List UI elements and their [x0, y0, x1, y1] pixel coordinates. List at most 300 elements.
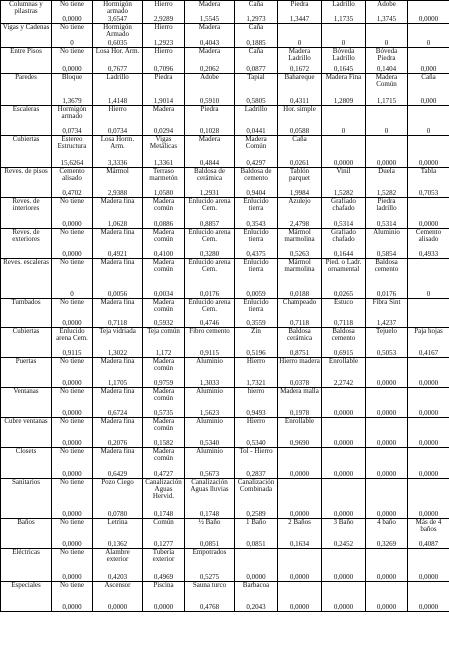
value-cell: 0,4203	[93, 573, 143, 581]
value-cell: 1,3447	[278, 15, 322, 23]
value-cell: 0,0000	[52, 573, 93, 581]
value-cell: 0,0000	[322, 573, 366, 581]
option-cell	[278, 581, 322, 603]
value-cell: 1,4148	[93, 97, 143, 105]
option-cell	[322, 105, 366, 127]
value-cell: 0,2076	[93, 439, 143, 447]
option-cell: Baldosa cerámica	[278, 327, 322, 349]
option-cell: 3 Baño	[322, 518, 366, 540]
table-row-options	[1, 518, 449, 540]
option-cell: Bóveda Piedra	[366, 47, 408, 65]
table-row-values	[1, 220, 449, 228]
row-label: Vigas y Cadenas	[1, 23, 52, 47]
table-row-options	[1, 23, 449, 39]
value-cell: 0,0000	[408, 15, 449, 23]
option-cell: Canalización Combinada	[235, 478, 278, 510]
value-cell: 1,0580	[143, 189, 185, 197]
value-cell: 0,0588	[278, 127, 322, 135]
option-cell: Caña	[408, 73, 449, 97]
option-cell: No tiene	[52, 518, 93, 540]
option-cell: Azulejo	[278, 197, 322, 220]
table-row-options	[1, 327, 449, 349]
value-cell: 0,4043	[185, 39, 235, 47]
option-cell: Vigas Metálicas	[143, 135, 185, 159]
option-cell: Madera Fina	[322, 73, 366, 97]
value-cell: 0,0000	[366, 159, 408, 167]
value-cell: 0,1362	[93, 540, 143, 548]
option-cell: Aluminio	[185, 357, 235, 379]
value-cell: 0,0188	[278, 290, 322, 298]
value-cell: 0,3280	[185, 250, 235, 258]
value-cell: 0,0000	[366, 603, 408, 611]
value-cell: 0,5340	[185, 439, 235, 447]
value-cell: 0,2043	[235, 603, 278, 611]
table-row-options	[1, 73, 449, 97]
value-cell: 0,4100	[143, 250, 185, 258]
value-cell: 0,0000	[52, 439, 93, 447]
option-cell: Madera	[185, 135, 235, 159]
value-cell: 0,0378	[278, 379, 322, 387]
value-cell: 0	[322, 39, 366, 47]
table-row-values	[1, 15, 449, 23]
value-cell: 0,9493	[235, 409, 278, 417]
option-cell: Piscina	[143, 581, 185, 603]
value-cell: 0,1885	[235, 39, 278, 47]
value-cell: 0,5735	[143, 409, 185, 417]
option-cell: Enrollable	[322, 357, 366, 379]
option-cell: Bóveda Ladrillo	[322, 47, 366, 65]
option-cell: Enrollable	[278, 417, 322, 439]
option-cell: Zin	[235, 327, 278, 349]
value-cell: 0,4844	[185, 159, 235, 167]
value-cell: 0,0059	[235, 290, 278, 298]
option-cell: Madera común	[143, 387, 185, 409]
option-cell	[408, 548, 449, 573]
value-cell: 0,7118	[93, 319, 143, 327]
option-cell: Paja hojas	[408, 327, 449, 349]
value-cell: 1,9014	[143, 97, 185, 105]
value-cell: 0,1582	[143, 439, 185, 447]
value-cell: 0,0000	[322, 470, 366, 478]
value-cell: 0,0000	[52, 250, 93, 258]
value-cell: 0,4921	[93, 250, 143, 258]
option-cell: ½ Baño	[185, 518, 235, 540]
value-cell: 0,0000	[408, 439, 449, 447]
value-cell: 0	[408, 127, 449, 135]
option-cell	[322, 548, 366, 573]
table-row-options	[1, 298, 449, 319]
option-cell: Adobe	[185, 73, 235, 97]
option-cell: Fibra Sint	[366, 298, 408, 319]
value-cell: 0,0000	[278, 510, 322, 518]
value-cell: 0,0000	[52, 65, 93, 73]
option-cell: Alambre exterior	[93, 548, 143, 573]
value-cell: 0,1644	[322, 250, 366, 258]
option-cell: No tiene	[52, 258, 93, 290]
row-label: Ventanas	[1, 387, 52, 417]
value-cell: 0,0000	[366, 510, 408, 518]
table-row-options	[1, 417, 449, 439]
option-cell: No tiene	[52, 478, 93, 510]
value-cell: 1,2973	[235, 15, 278, 23]
value-cell: 0	[408, 290, 449, 298]
value-cell: 0,4702	[52, 189, 93, 197]
row-label: Columnas y pilastras	[1, 1, 52, 24]
option-cell	[408, 447, 449, 470]
option-cell: Madera Común	[235, 135, 278, 159]
table-row-values	[1, 379, 449, 387]
value-cell: 0	[366, 39, 408, 47]
option-cell	[366, 135, 408, 159]
option-cell: No tiene	[52, 197, 93, 220]
table-row-options	[1, 258, 449, 290]
table-row-options	[1, 167, 449, 189]
option-cell: Piedra	[185, 105, 235, 127]
value-cell: 0,3559	[235, 319, 278, 327]
option-cell: Cemento alisado	[408, 228, 449, 250]
value-cell: 1,4237	[366, 319, 408, 327]
value-cell: 0,9759	[143, 379, 185, 387]
option-cell: Madera	[185, 1, 235, 16]
option-cell	[322, 581, 366, 603]
value-cell: 1,3745	[366, 15, 408, 23]
value-cell: 0,0734	[52, 127, 93, 135]
option-cell	[278, 447, 322, 470]
option-cell	[278, 548, 322, 573]
value-cell: 0,0000	[52, 220, 93, 228]
row-label: Closets	[1, 447, 52, 478]
value-cell: 0	[52, 290, 93, 298]
value-cell: 1,5282	[366, 189, 408, 197]
value-cell: 0,0000	[278, 470, 322, 478]
option-cell	[408, 387, 449, 409]
value-cell: 0,0877	[235, 65, 278, 73]
value-cell: 0,0056	[93, 290, 143, 298]
option-cell	[235, 548, 278, 573]
option-cell: Madera Común	[366, 73, 408, 97]
value-cell: 1,3022	[93, 349, 143, 357]
option-cell: Duela	[366, 167, 408, 189]
value-cell: 0,5263	[278, 250, 322, 258]
value-cell: 0,0000	[366, 470, 408, 478]
option-cell: No tiene	[52, 387, 93, 409]
option-cell: Madera malla	[278, 387, 322, 409]
option-cell: No tiene	[52, 447, 93, 470]
value-cell: 0,5053	[366, 349, 408, 357]
value-cell: 0,0000	[408, 379, 449, 387]
value-cell: 0	[278, 39, 322, 47]
row-label: Cubre ventanas	[1, 417, 52, 447]
table-row-values	[1, 127, 449, 135]
value-cell: 2,2742	[322, 379, 366, 387]
table-row-values	[1, 510, 449, 518]
value-cell: 0,1748	[185, 510, 235, 518]
option-cell: Bloque	[52, 73, 93, 97]
value-cell: 0,1672	[278, 65, 322, 73]
value-cell: 0,2062	[185, 65, 235, 73]
value-cell: 0,0000	[52, 409, 93, 417]
value-cell: 0,4167	[408, 349, 449, 357]
option-cell: Fibro cemento	[185, 327, 235, 349]
value-cell: 0,5314	[366, 220, 408, 228]
value-cell: 0,5854	[366, 250, 408, 258]
value-cell: 0,4087	[408, 540, 449, 548]
value-cell: 0,9115	[52, 349, 93, 357]
value-cell: 0,5910	[185, 97, 235, 105]
table-row-values	[1, 540, 449, 548]
value-cell: 0,1645	[322, 65, 366, 73]
table-row-values	[1, 470, 449, 478]
value-cell: 0,9115	[185, 349, 235, 357]
value-cell: 0,0000	[408, 159, 449, 167]
value-cell: 0,2589	[235, 510, 278, 518]
row-label: Cubiertas	[1, 327, 52, 357]
option-cell: Enlucido tierra	[235, 298, 278, 319]
value-cell: 0,000	[408, 65, 449, 73]
option-cell: Piedra	[278, 1, 322, 16]
value-cell: 0,0886	[143, 220, 185, 228]
option-cell	[408, 478, 449, 510]
option-cell: Tubería exterior	[143, 548, 185, 573]
option-cell: Barbacoa	[235, 581, 278, 603]
option-cell: Piedra	[143, 73, 185, 97]
option-cell: Madera Ladrillo	[278, 47, 322, 65]
value-cell: 1,5545	[185, 15, 235, 23]
row-label: Reves. de pisos	[1, 167, 52, 197]
value-cell: 0,0000	[52, 603, 93, 611]
option-cell: Hierro	[93, 105, 143, 127]
option-cell: Madera fina	[93, 298, 143, 319]
option-cell: Estuco	[322, 298, 366, 319]
option-cell: Teja común	[143, 327, 185, 349]
value-cell: 0,0000	[52, 15, 93, 23]
option-cell: Champeado	[278, 298, 322, 319]
option-cell: Caña	[235, 1, 278, 16]
option-cell: Canalización Aguas Hervid.	[143, 478, 185, 510]
option-cell: Madera	[185, 47, 235, 65]
option-cell: Madera común	[143, 228, 185, 250]
option-cell	[408, 105, 449, 127]
option-cell	[366, 478, 408, 510]
table-row-options	[1, 357, 449, 379]
option-cell: No tiene	[52, 581, 93, 603]
option-cell: Enlucido arena Cem.	[185, 298, 235, 319]
option-cell: Madera común	[143, 298, 185, 319]
value-cell: 0,0000	[52, 540, 93, 548]
value-cell: 0,8857	[185, 220, 235, 228]
value-cell: 0,5805	[235, 97, 278, 105]
option-cell: Hierro	[143, 23, 185, 39]
option-cell: Enlucido arena Cem.	[185, 258, 235, 290]
value-cell: 0,6915	[322, 349, 366, 357]
value-cell: 0,0000	[52, 319, 93, 327]
value-cell: 0,3269	[366, 540, 408, 548]
value-cell: 1,2809	[322, 97, 366, 105]
option-cell: Madera común	[143, 417, 185, 439]
option-cell: Caña	[235, 23, 278, 39]
value-cell: 0,0734	[93, 127, 143, 135]
option-cell: Pozo Ciego	[93, 478, 143, 510]
option-cell: Enlucido arena Cem.	[52, 327, 93, 349]
option-cell	[322, 387, 366, 409]
option-cell: Madera fina	[93, 258, 143, 290]
option-cell	[366, 387, 408, 409]
option-cell	[408, 258, 449, 290]
value-cell: 0	[52, 39, 93, 47]
table-row-values	[1, 409, 449, 417]
option-cell: Baldosa cemento	[366, 258, 408, 290]
option-cell	[366, 581, 408, 603]
option-cell	[366, 447, 408, 470]
option-cell: Cemento alisado	[52, 167, 93, 189]
value-cell: 2,9289	[143, 15, 185, 23]
value-cell: 0	[322, 127, 366, 135]
value-cell: 0,0000	[52, 510, 93, 518]
option-cell: No tiene	[52, 417, 93, 439]
table-row-values	[1, 65, 449, 73]
option-cell	[408, 1, 449, 16]
value-cell: 0,0294	[143, 127, 185, 135]
value-cell: 0,0000	[278, 573, 322, 581]
option-cell	[366, 548, 408, 573]
table-row-values	[1, 290, 449, 298]
row-label: Sanitarios	[1, 478, 52, 518]
value-cell: 1,1735	[322, 15, 366, 23]
value-cell: 0,6429	[93, 470, 143, 478]
value-cell: 0,0000	[322, 159, 366, 167]
value-cell: 0,0000	[322, 409, 366, 417]
value-cell: 1,172	[143, 349, 185, 357]
table-row-options	[1, 447, 449, 470]
value-cell: 0,0851	[185, 540, 235, 548]
option-cell: Tol - Hierro	[235, 447, 278, 470]
value-cell: 1,2931	[185, 189, 235, 197]
option-cell	[278, 478, 322, 510]
table-row-values	[1, 603, 449, 611]
option-cell	[408, 135, 449, 159]
table-row-options	[1, 135, 449, 159]
option-cell: Caña	[235, 47, 278, 65]
value-cell: 0,0851	[235, 540, 278, 548]
option-cell: Letrina	[93, 518, 143, 540]
value-cell: 1,3033	[185, 379, 235, 387]
option-cell	[408, 298, 449, 319]
value-cell: 0,0000	[408, 510, 449, 518]
option-cell: Madera común	[143, 258, 185, 290]
option-cell: Losa Hor. Arm.	[93, 47, 143, 65]
value-cell: 0	[366, 127, 408, 135]
option-cell: Mármol marmolina	[278, 258, 322, 290]
value-cell: 0,4727	[143, 470, 185, 478]
option-cell	[366, 357, 408, 379]
row-label: Cubiertas	[1, 135, 52, 167]
table-row-values	[1, 250, 449, 258]
table-row-values	[1, 319, 449, 327]
row-label: Baños	[1, 518, 52, 548]
option-cell: Madera fina	[93, 357, 143, 379]
option-cell: Hor. simple	[278, 105, 322, 127]
row-label: Entre Pisos	[1, 47, 52, 73]
value-cell: 0,0000	[408, 470, 449, 478]
option-cell: 4 baño	[366, 518, 408, 540]
table-row-values	[1, 159, 449, 167]
value-cell: 0,0176	[366, 290, 408, 298]
table-row-values	[1, 97, 449, 105]
option-cell: No tiene	[52, 1, 93, 16]
value-cell	[408, 319, 449, 327]
value-cell: 0,0265	[322, 290, 366, 298]
value-cell: 0,6724	[93, 409, 143, 417]
option-cell	[408, 23, 449, 39]
table-row-values	[1, 573, 449, 581]
value-cell: 0,0000	[52, 379, 93, 387]
option-cell: Adobe	[366, 1, 408, 16]
value-cell: 1,5623	[185, 409, 235, 417]
option-cell	[408, 417, 449, 439]
option-cell: Tapial	[235, 73, 278, 97]
value-cell: 0,0261	[278, 159, 322, 167]
value-cell: 0,0000	[408, 220, 449, 228]
value-cell: 3,6547	[93, 15, 143, 23]
option-cell: hierro	[235, 387, 278, 409]
value-cell: 1,5282	[322, 189, 366, 197]
row-label: Escaleras	[1, 105, 52, 135]
value-cell: 1,2923	[143, 39, 185, 47]
value-cell: 0,1978	[278, 409, 322, 417]
option-cell: 1 Baño	[235, 518, 278, 540]
option-cell: Madera común	[143, 447, 185, 470]
value-cell: 0,0000	[143, 603, 185, 611]
value-cell: 0,0000	[366, 439, 408, 447]
value-cell: 0	[408, 39, 449, 47]
option-cell: Ladrillo	[93, 73, 143, 97]
option-cell: Enlucido tierra	[235, 228, 278, 250]
value-cell: 1,9984	[278, 189, 322, 197]
value-cell: 0,5314	[322, 220, 366, 228]
value-cell: 0,0000	[366, 409, 408, 417]
option-cell: Hierro	[143, 47, 185, 65]
option-cell: Hierro	[235, 417, 278, 439]
option-cell: Madera fina	[93, 417, 143, 439]
option-cell: Madera fina	[93, 447, 143, 470]
option-cell: Enlucido arena Cem.	[185, 228, 235, 250]
table-row-options	[1, 228, 449, 250]
value-cell: 0,1277	[143, 540, 185, 548]
value-cell: 0,3543	[235, 220, 278, 228]
value-cell: 0,5275	[185, 573, 235, 581]
value-cell: 0,1748	[143, 510, 185, 518]
option-cell: Empotrados	[185, 548, 235, 573]
value-cell: 0,1404	[366, 65, 408, 73]
option-cell: Madera	[185, 23, 235, 39]
option-cell: Madera fina	[93, 197, 143, 220]
option-cell: Madera	[143, 105, 185, 127]
value-cell: 0,5673	[185, 470, 235, 478]
table-row-values	[1, 439, 449, 447]
option-cell	[322, 23, 366, 39]
value-cell: 0,4297	[235, 159, 278, 167]
value-cell: 0,0000	[322, 439, 366, 447]
row-label: Reves. de exteriores	[1, 228, 52, 258]
table-body	[1, 1, 449, 612]
value-cell: 0,7096	[143, 65, 185, 73]
value-cell: 0,4969	[143, 573, 185, 581]
option-cell	[322, 417, 366, 439]
row-label: Puertas	[1, 357, 52, 387]
value-cell: 0,0000	[93, 603, 143, 611]
value-cell: 1,1705	[93, 379, 143, 387]
option-cell: Pied. o Ladr. ornamental	[322, 258, 366, 290]
